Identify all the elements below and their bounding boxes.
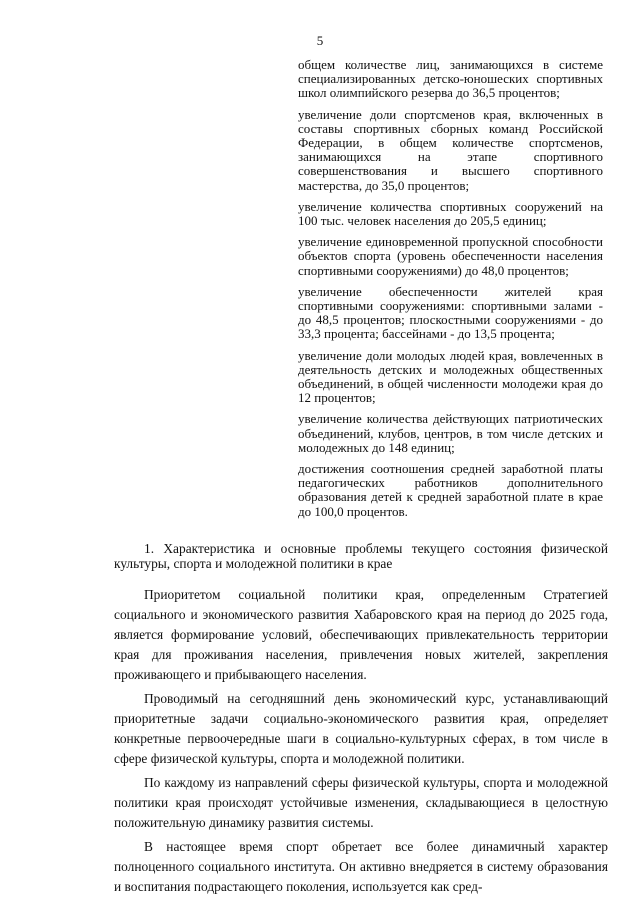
body-paragraph: В настоящее время спорт обретает все более динамичный характер полноценного социального института. Он активно внедряется в систему образования и воспитания подрастающего поколения, используется как сред- [114, 839, 608, 894]
body-paragraph: Приоритетом социальной политики края, определенным Стратегией социального и экономического развития Хабаровского края на период до 2025 года, является формирование условий, обеспечивающих привлекательность территории края для проживания населения, привлечения новых жителей, закрепления проживающего и прибывающего населения. [114, 587, 608, 682]
target-item: увеличение единовременной пропускной способности объектов спорта (уровень обеспеченности населения спортивными сооружениями) до 48,0 процентов; [298, 234, 603, 278]
target-item: увеличение доли молодых людей края, вовлеченных в деятельность детских и молодежных общественных объединений, в общей численности молодежи края до 12 процентов; [298, 347, 603, 406]
target-item: увеличение доли спортсменов края, включенных в составы спортивных сборных команд Российской Федерации, в общем количестве спортсменов, занимающихся на этапе спортивного совершенствования и высшего спортивного мастерства, до 35,0 процентов; [298, 106, 603, 193]
body-paragraph: По каждому из направлений сферы физической культуры, спорта и молодежной политики края происходят устойчивые изменения, складывающиеся в целостную положительную динамику развития системы. [114, 775, 608, 830]
body-text [114, 585, 608, 901]
target-item: увеличение количества действующих патриотических объединений, клубов, центров, в том числе детских и молодежных до 148 единиц; [298, 411, 603, 455]
body-paragraph: Проводимый на сегодняшний день экономический курс, устанавливающий приоритетные задачи социально-экономического развития края, определяет конкретные первоочередные шаги в социально-культурных сферах, в том числе в сфере физической культуры, спорта и молодежной политики. [114, 691, 608, 766]
section-heading: 1. Характеристика и основные проблемы текущего состояния физической культуры, спорта и молодежной политики в крае [114, 541, 608, 571]
target-indicators-list [298, 58, 603, 526]
target-item: увеличение количества спортивных сооружений на 100 тыс. человек населения до 205,5 единиц; [298, 198, 603, 229]
target-item: достижения соотношения средней заработной платы педагогических работников дополнительного образования детей к средней заработной плате в крае до 100,0 процентов. [298, 461, 603, 519]
target-item: увеличение обеспеченности жителей края спортивными сооружениями: спортивными залами - до 48,5 процентов; плоскостными сооружениями - до 33,3 процента; бассейнами - до 13,5 процента; [298, 283, 603, 342]
page-number: 5 [316, 33, 324, 48]
target-item: общем количестве лиц, занимающихся в системе специализированных детско-юношеских спортивных школ олимпийского резерва до 36,5 процентов; [298, 57, 603, 101]
